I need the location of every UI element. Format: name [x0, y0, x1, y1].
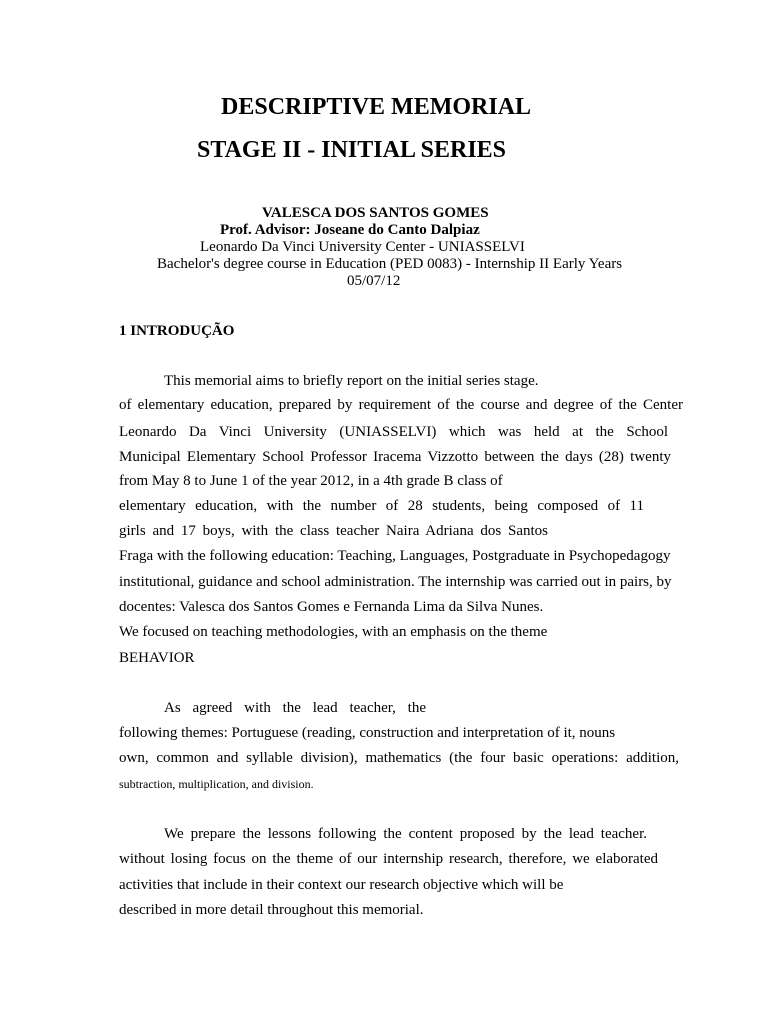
institution-line: Leonardo Da Vinci University Center - UNIASSELVI — [200, 239, 525, 255]
paragraph-line: BEHAVIOR — [119, 650, 195, 666]
paragraph-line: elementary education, with the number of 28 students, being composed of 11 — [119, 498, 644, 514]
paragraph-line: from May 8 to June 1 of the year 2012, in a 4th grade B class of — [119, 473, 503, 489]
paragraph-line: of elementary education, prepared by requirement of the course and degree of the Center — [119, 397, 683, 413]
paragraph-line: As agreed with the lead teacher, the — [164, 700, 426, 716]
date-line: 05/07/12 — [347, 273, 401, 289]
paragraph-line: activities that include in their context our research objective which will be — [119, 877, 564, 893]
paragraph-line: docentes: Valesca dos Santos Gomes e Fernanda Lima da Silva Nunes. — [119, 599, 544, 615]
paragraph-line: described in more detail throughout this memorial. — [119, 902, 424, 918]
author-name: VALESCA DOS SANTOS GOMES — [262, 205, 489, 221]
paragraph-line: Municipal Elementary School Professor Iracema Vizzotto between the days (28) twenty — [119, 449, 671, 465]
paragraph-line: We prepare the lessons following the content proposed by the lead teacher. — [164, 826, 647, 842]
paragraph-line: We focused on teaching methodologies, with an emphasis on the theme — [119, 624, 548, 640]
paragraph-line: Leonardo Da Vinci University (UNIASSELVI) which was held at the School — [119, 424, 668, 440]
paragraph-line: own, common and syllable division), mathematics (the four basic operations: addition, — [119, 750, 679, 766]
paragraph-line: subtraction, multiplication, and division. — [119, 777, 314, 791]
paragraph-line: following themes: Portuguese (reading, construction and interpretation of it, nouns — [119, 725, 616, 741]
document-subtitle: STAGE II - INITIAL SERIES — [197, 137, 507, 163]
paragraph-line: institutional, guidance and school administration. The internship was carried out in pairs, by — [119, 574, 672, 590]
paragraph-line: without losing focus on the theme of our internship research, therefore, we elaborated — [119, 851, 658, 867]
course-line: Bachelor's degree course in Education (PED 0083) - Internship II Early Years — [157, 256, 623, 272]
document-title: DESCRIPTIVE MEMORIAL — [221, 94, 532, 120]
advisor-line: Prof. Advisor: Joseane do Canto Dalpiaz — [220, 222, 480, 238]
paragraph-line: Fraga with the following education: Teaching, Languages, Postgraduate in Psychopedagogy — [119, 548, 671, 564]
paragraph-line: This memorial aims to briefly report on the initial series stage. — [164, 373, 539, 389]
paragraph-line: girls and 17 boys, with the class teacher Naira Adriana dos Santos — [119, 523, 548, 539]
section-heading: 1 INTRODUÇÃO — [119, 323, 235, 339]
